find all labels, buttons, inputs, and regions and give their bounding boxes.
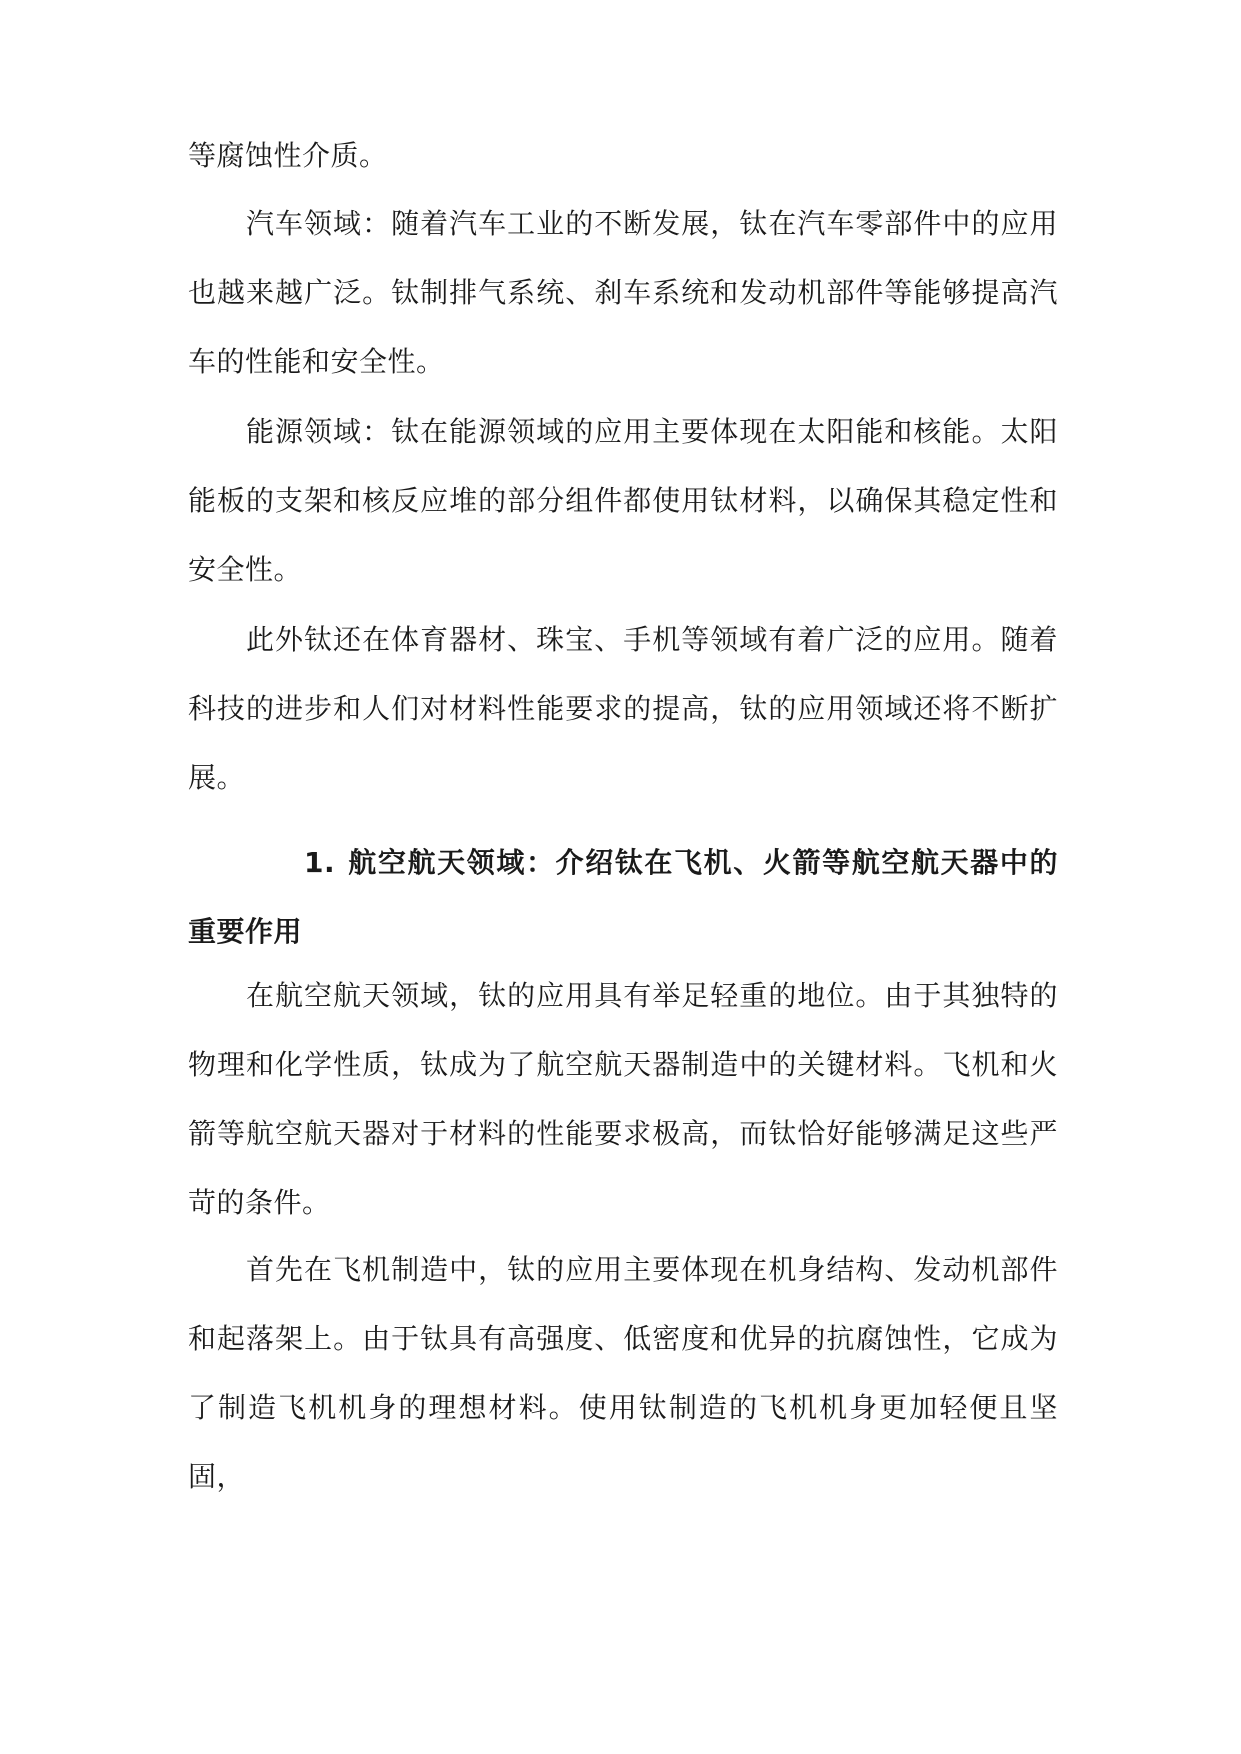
section-heading [188, 828, 1058, 966]
section-heading-text: 航空航天领域：介绍钛在飞机、火箭等航空航天器中的重要作用 [188, 846, 1058, 948]
paragraph-aircraft-manufacturing: 首先在飞机制造中，钛的应用主要体现在机身结构、发动机部件和起落架上。由于钛具有高强度、低密度和优异的抗腐蚀性，它成为了制造飞机机身的理想材料。使用钛制造的飞机机身更加轻便且坚固， [188, 1253, 1058, 1493]
paragraph-energy: 能源领域：钛在能源领域的应用主要体现在太阳能和核能。太阳能板的支架和核反应堆的部分组件都使用钛材料，以确保其稳定性和安全性。 [188, 415, 1058, 586]
section-heading-number: 1. [304, 846, 336, 879]
paragraph-aerospace-intro: 在航空航天领域，钛的应用具有举足轻重的地位。由于其独特的物理和化学性质，钛成为了航空航天器制造中的关键材料。飞机和火箭等航空航天器对于材料的性能要求极高，而钛恰好能够满足这些严苛的条件。 [188, 979, 1058, 1219]
paragraph-automotive: 汽车领域：随着汽车工业的不断发展，钛在汽车零部件中的应用也越来越广泛。钛制排气系统、刹车系统和发动机部件等能够提高汽车的性能和安全性。 [188, 207, 1058, 378]
paragraph-other-fields: 此外钛还在体育器材、珠宝、手机等领域有着广泛的应用。随着科技的进步和人们对材料性能要求的提高，钛的应用领域还将不断扩展。 [188, 623, 1058, 794]
paragraph-continuation: 等腐蚀性介质。 [188, 139, 388, 172]
